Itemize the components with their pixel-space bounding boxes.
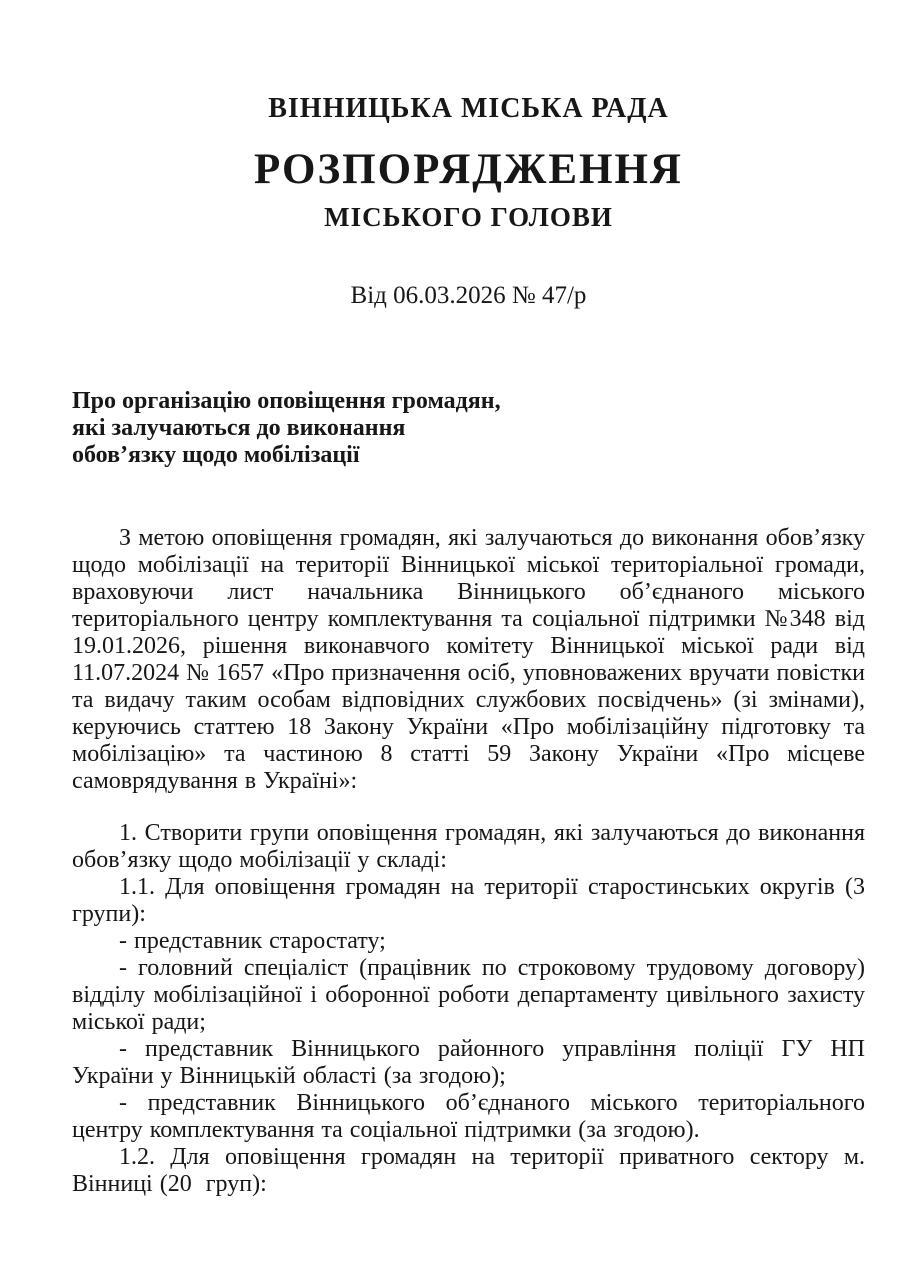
- list-item-paragraph: - головний спеціаліст (працівник по строковому трудовому договору) відділу мобілізаційної і оборонної роботи департаменту цивільного захисту міської ради;: [72, 955, 865, 1035]
- preamble-paragraph: З метою оповіщення громадян, які залучаються до виконання обов’язку щодо мобілізації на території Вінницької міської територіальної громади, враховуючи лист начальника Вінницького об’єднаного міського територіального центру комплектування та соціальної підтримки №348 від 19.01.2026, рішення виконавчого комітету Вінницької міської ради від 11.07.2024 № 1657 «Про призначення осіб, уповноважених вручати повістки та видачу таким особам відповідних службових посвідчень» (зі змінами), керуючись статтею 18 Закону України «Про мобілізаційну підготовку та мобілізацію» та частиною 8 статті 59 Закону України «Про місцеве самоврядування в Україні»:: [72, 525, 865, 794]
- subject-line: Про організацію оповіщення громадян,: [72, 388, 501, 414]
- item-1-1-paragraph: 1.1. Для оповіщення громадян на території старостинських округів (3 групи):: [72, 874, 865, 927]
- document-date-number: Від 06.03.2026 № 47/р: [350, 282, 587, 309]
- organization-name: ВІННИЦЬКА МІСЬКА РАДА: [268, 93, 669, 124]
- list-item-paragraph: - представник Вінницького об’єднаного міського територіального центру комплектування та соціальної підтримки (за згодою).: [72, 1090, 865, 1143]
- subject-line: обов’язку щодо мобілізації: [72, 442, 360, 468]
- item-1-2-paragraph: 1.2. Для оповіщення громадян на території приватного сектору м. Вінниці (20 груп):: [72, 1144, 865, 1197]
- document-body: [72, 525, 865, 1198]
- document-subject: [72, 388, 865, 469]
- list-item-paragraph: - представник старостату;: [119, 928, 386, 954]
- item-1-paragraph: 1. Створити групи оповіщення громадян, які залучаються до виконання обов’язку щодо мобілізації у складі:: [72, 820, 865, 873]
- document-author-subtitle: МІСЬКОГО ГОЛОВИ: [324, 202, 613, 232]
- document-type-title: РОЗПОРЯДЖЕННЯ: [254, 146, 683, 193]
- subject-line: які залучаються до виконання: [72, 415, 406, 441]
- list-item-paragraph: - представник Вінницького районного управління поліції ГУ НП України у Вінницькій області (за згодою);: [72, 1036, 865, 1089]
